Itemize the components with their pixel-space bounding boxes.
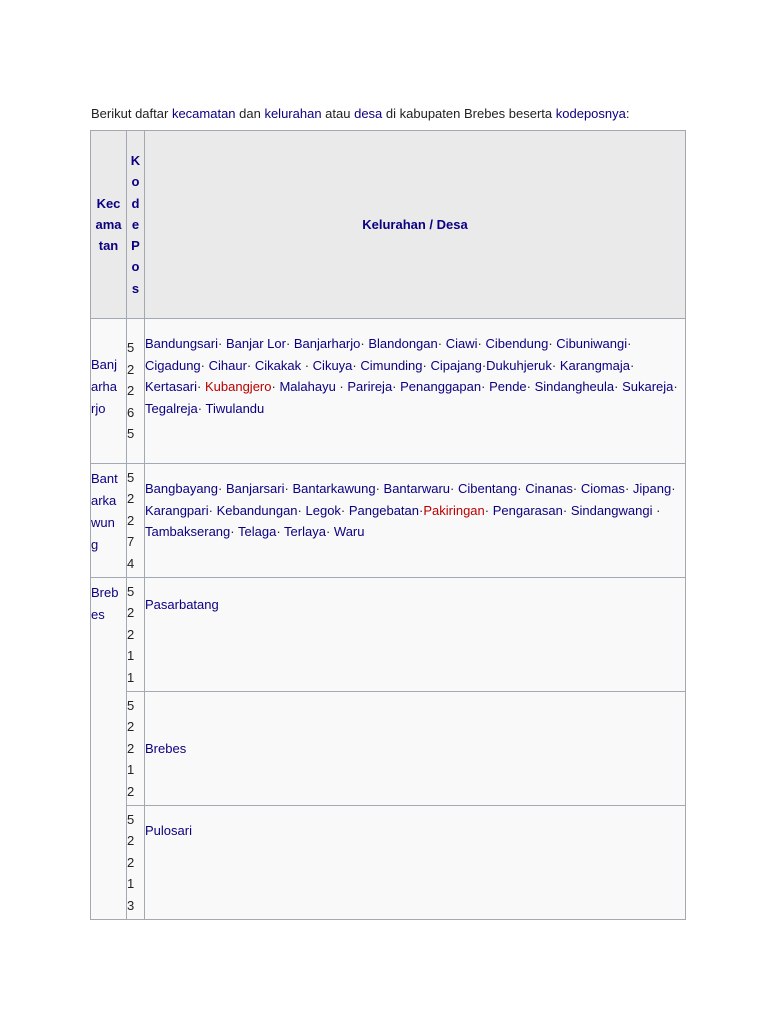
village-list-cell [145, 806, 686, 920]
kecamatan-name-part[interactable]: Bant [91, 471, 118, 486]
header-kode-pos-char: d [131, 195, 140, 211]
village-list [145, 594, 685, 616]
village-separator: · [551, 357, 560, 373]
village-link[interactable]: Banjar Lor [225, 336, 286, 351]
village-link[interactable]: Cibuniwangi [556, 336, 628, 351]
village-list [145, 478, 685, 543]
village-separator: · [652, 502, 661, 518]
village-separator: · [230, 524, 238, 539]
header-kode-pos-char: s [131, 280, 140, 296]
village-list-cell [145, 578, 686, 692]
village-link[interactable]: Brebes [145, 740, 187, 756]
village-separator: · [335, 379, 348, 394]
village-link[interactable]: Jipang [632, 481, 672, 496]
kode-pos-digit: 2 [127, 512, 135, 528]
intro-text: : [625, 106, 630, 121]
kode-pos-digit: 4 [127, 555, 135, 571]
village-separator: · [548, 336, 557, 351]
kode-pos-digit: 5 [127, 583, 135, 599]
kode-pos-digit: 5 [127, 811, 135, 827]
village-link[interactable]: Banjarsari [225, 481, 285, 496]
header-kecamatan-line: Kec [96, 196, 121, 211]
kode-pos-digit: 5 [127, 340, 135, 356]
kecamatan-name-part[interactable]: es [91, 607, 105, 622]
village-separator: · [629, 357, 635, 373]
village-link[interactable]: Banjarharjo [293, 336, 361, 351]
header-kelurahan: Kelurahan / Desa [145, 131, 686, 319]
kode-pos-digit: 2 [127, 783, 135, 799]
village-separator: · [481, 379, 490, 394]
village-link[interactable]: Kertasari [145, 379, 198, 394]
kode-pos-digit: 5 [127, 426, 135, 442]
village-separator: · [271, 379, 280, 394]
kecamatan-name-part[interactable]: g [91, 537, 99, 552]
intro-text: di kabupaten Brebes beserta [382, 106, 556, 121]
kelurahan-link[interactable]: kelurahan [264, 106, 322, 121]
kecamatan-name-part[interactable]: arha [91, 379, 118, 394]
header-kode-pos-char: e [131, 216, 140, 232]
village-link[interactable]: Ciomas [580, 481, 625, 496]
kode-pos-digit: 6 [127, 404, 135, 420]
village-list-cell [145, 319, 686, 464]
kode-pos-digit: 1 [127, 876, 135, 892]
header-kode-pos [127, 131, 145, 319]
kode-pos-cell [127, 578, 145, 692]
village-link[interactable]: Ciawi [445, 336, 478, 351]
village-separator: · [325, 524, 334, 539]
village-link[interactable]: Pangebatan [348, 502, 419, 518]
village-separator: · [481, 357, 487, 373]
village-link[interactable]: Kebandungan [216, 502, 298, 518]
village-link[interactable]: Malahayu [279, 379, 336, 394]
village-link[interactable]: Pulosari [145, 823, 192, 838]
kode-pos-digit: 5 [127, 469, 135, 485]
village-separator: · [392, 379, 401, 394]
table-row [91, 806, 686, 920]
table-row [91, 578, 686, 692]
kecamatan-name-part[interactable]: arka [91, 493, 117, 508]
kode-pos-digit: 2 [127, 491, 135, 507]
village-separator: · [285, 336, 294, 351]
village-separator: · [197, 400, 206, 416]
village-link[interactable]: Cibendung [485, 336, 549, 351]
village-link[interactable]: Bangbayang [145, 481, 219, 496]
village-separator: · [484, 502, 493, 518]
header-kode-pos-char: K [130, 152, 141, 168]
village-link[interactable]: Karangpari [145, 502, 209, 518]
header-kode-pos-char: P [131, 238, 140, 254]
kode-pos-digit: 2 [127, 719, 135, 735]
kode-pos-digit: 3 [127, 897, 135, 913]
kecamatan-name-part[interactable]: Banj [91, 357, 118, 372]
desa-link[interactable]: desa [354, 106, 383, 121]
village-link[interactable]: Bandungsari [145, 336, 218, 351]
village-link[interactable]: Dukuhjeruk [486, 357, 552, 373]
village-list-cell [145, 464, 686, 578]
village-list [145, 738, 685, 760]
kecamatan-name-part[interactable]: wun [91, 515, 115, 530]
village-separator: · [218, 481, 226, 496]
intro-paragraph [91, 106, 630, 122]
kecamatan-cell[interactable] [91, 578, 127, 920]
village-link[interactable]: Bantarkawung [292, 481, 376, 496]
kode-pos-digit: 1 [127, 669, 135, 685]
village-link[interactable]: Bantarwaru [383, 481, 451, 496]
village-separator: · [284, 481, 293, 496]
village-separator: · [197, 379, 205, 394]
table-row [91, 464, 686, 578]
village-link[interactable]: Cikakak [254, 357, 302, 373]
village-link[interactable]: Sukareja [622, 379, 674, 394]
village-separator: · [200, 357, 209, 373]
village-link[interactable]: Cigadung [145, 357, 201, 373]
kode-pos-cell [127, 806, 145, 920]
intro-text: Berikut daftar [91, 106, 172, 121]
village-link[interactable]: Cinanas [525, 481, 573, 496]
village-list [145, 333, 685, 419]
intro-text: atau [321, 106, 355, 121]
header-kode-pos-char: o [131, 174, 140, 190]
village-separator: · [360, 336, 369, 351]
table-header-row [91, 131, 686, 319]
village-separator: · [673, 379, 678, 394]
header-kecamatan-line: tan [98, 238, 119, 253]
kecamatan-name-part[interactable]: Breb [91, 585, 119, 600]
village-link[interactable]: Cimunding [360, 357, 423, 373]
village-link[interactable]: Kubangjero [204, 379, 272, 394]
table-row [91, 692, 686, 806]
kecamatan-cell[interactable] [91, 464, 127, 578]
header-kode-pos-char: o [131, 259, 140, 275]
kode-pos-digit: 2 [127, 626, 135, 642]
village-link[interactable]: Waru [333, 524, 365, 539]
kode-pos-digit: 1 [127, 762, 135, 778]
header-kecamatan [91, 131, 127, 319]
village-separator: · [218, 336, 226, 351]
village-link[interactable]: Cibentang [457, 481, 518, 496]
village-link[interactable]: Cikuya [312, 357, 353, 373]
village-link[interactable]: Sindangheula [534, 379, 615, 394]
kode-pos-digit: 2 [127, 383, 135, 399]
kecamatan-cell[interactable] [91, 319, 127, 464]
village-link[interactable]: Legok [305, 502, 341, 518]
kodepos-link[interactable]: kodeposnya [555, 106, 626, 121]
village-separator: · [208, 502, 217, 518]
kode-pos-digit: 2 [127, 833, 135, 849]
village-separator: · [671, 481, 676, 496]
village-link[interactable]: Pakiringan [423, 502, 485, 518]
village-link[interactable]: Telaga [238, 524, 277, 539]
village-separator: · [627, 336, 632, 351]
kode-pos-digit: 1 [127, 648, 135, 664]
kode-pos-digit: 2 [127, 605, 135, 621]
village-separator: · [562, 502, 571, 518]
kode-pos-digit: 5 [127, 697, 135, 713]
village-separator: · [276, 524, 285, 539]
village-separator: · [297, 502, 306, 518]
village-link[interactable]: Pengarasan [492, 502, 563, 518]
village-link[interactable]: Parireja [347, 379, 393, 394]
village-link[interactable]: Pende [489, 379, 527, 394]
village-link[interactable]: Penanggapan [400, 379, 482, 394]
intro-text: dan [235, 106, 265, 121]
village-link[interactable]: Cihaur [208, 357, 247, 373]
village-separator: · [301, 357, 313, 373]
village-list [145, 820, 685, 842]
village-separator: · [614, 379, 623, 394]
village-separator: · [517, 481, 526, 496]
village-list-cell [145, 692, 686, 806]
header-kecamatan-line: ama [95, 217, 122, 232]
village-separator: · [450, 481, 458, 496]
kecamatan-name-part[interactable]: rjo [91, 401, 106, 416]
village-link[interactable]: Pasarbatang [145, 597, 219, 612]
village-link[interactable]: Tiwulandu [205, 400, 265, 416]
kode-pos-digit: 2 [127, 740, 135, 756]
village-separator: · [477, 336, 486, 351]
village-link[interactable]: Blandongan [368, 336, 438, 351]
table-row [91, 319, 686, 464]
kode-pos-cell [127, 464, 145, 578]
kode-pos-cell [127, 319, 145, 464]
village-link[interactable]: Tegalreja [145, 400, 198, 416]
village-link[interactable]: Terlaya [284, 524, 326, 539]
village-separator: · [572, 481, 581, 496]
village-separator: · [422, 357, 431, 373]
village-separator: · [352, 357, 361, 373]
village-separator: · [437, 336, 446, 351]
village-separator: · [419, 502, 424, 518]
village-link[interactable]: Sindangwangi [570, 502, 653, 518]
kode-pos-digit: 7 [127, 534, 135, 550]
village-separator: · [375, 481, 384, 496]
kecamatan-table [90, 130, 686, 920]
village-separator: · [526, 379, 535, 394]
village-link[interactable]: Karangmaja [559, 357, 630, 373]
kecamatan-link[interactable]: kecamatan [171, 106, 236, 121]
kode-pos-digit: 2 [127, 854, 135, 870]
village-separator: · [624, 481, 633, 496]
village-separator: · [340, 502, 349, 518]
village-link[interactable]: Tambakserang [145, 524, 231, 539]
kode-pos-digit: 2 [127, 361, 135, 377]
kode-pos-cell [127, 692, 145, 806]
village-separator: · [246, 357, 255, 373]
village-link[interactable]: Cipajang [430, 357, 482, 373]
